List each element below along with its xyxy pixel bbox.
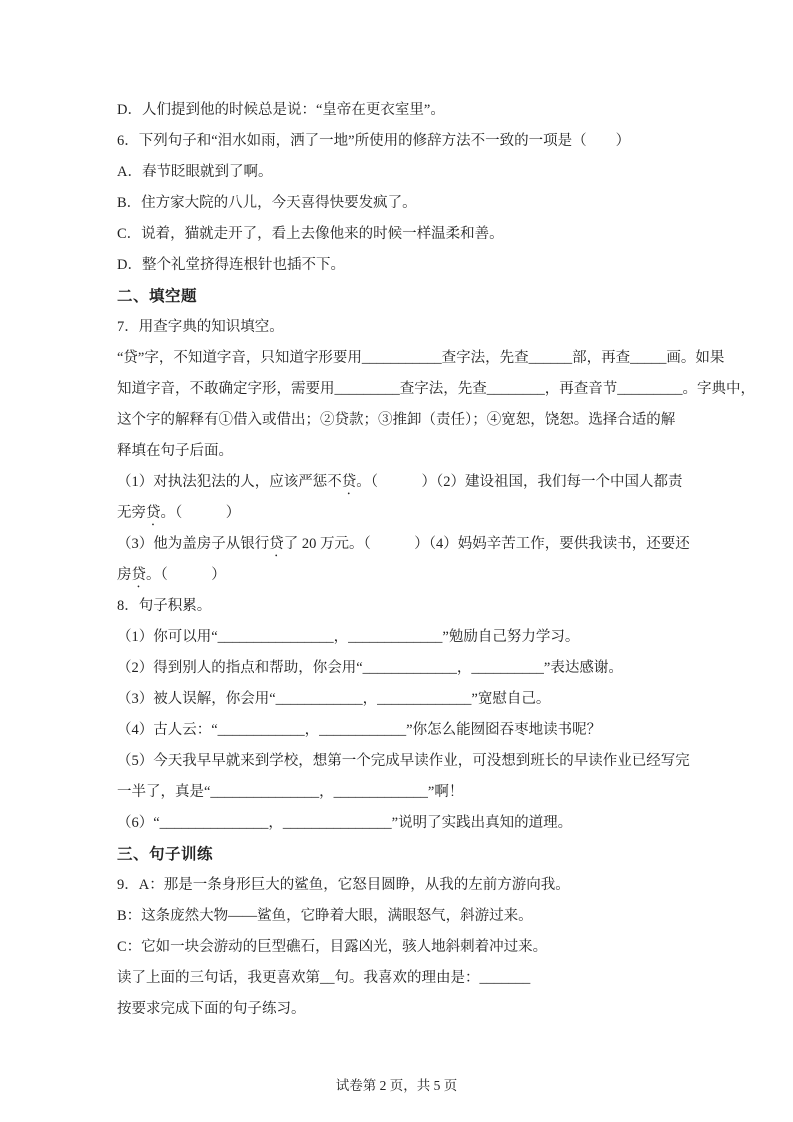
q9-sentence-b: B：这条庞然大物——鲨鱼，它睁着大眼，满眼怒气，斜游过来。 [117,908,533,924]
q8-item-2: （2）得到别人的指点和帮助，你会用“_____________，__________”表达感谢。 [117,660,623,676]
q7-item-2-cont [117,498,697,529]
emphasized-char: 贷 [341,474,357,490]
text-segment: 了 20 万元。（ ）（4）妈妈辛苦工作，要供我读书，还要还 [283,536,690,552]
q6-option-d: D．整个礼堂挤得连根针也插不下。 [117,257,345,273]
q8-item-6: （6）“_______________，_______________”说明了实践出真知的道理。 [117,815,573,831]
q8-item-5-cont: 一半了，真是“_______________，_____________”啊！ [117,784,464,800]
q6-option-c: C．说着，猫就走开了，看上去像他来的时候一样温柔和善。 [117,226,504,242]
q9-choice-line: 读了上面的三句话，我更喜欢第__句。我喜欢的理由是：_______ [117,970,531,986]
q8-stem: 8．句子积累。 [117,598,212,614]
q7-item-1-2 [117,467,697,498]
q7-dictionary-line-2: 知道字音，不敢确定字形，需要用_________查字法，先查________，再查音节_________。字典中， [117,381,755,397]
q8-item-1: （1）你可以用“________________，_____________”勉励自己努力学习。 [117,629,580,645]
q7-stem: 7．用查字典的知识填空。 [117,319,284,335]
exam-content [117,95,755,1025]
text-segment: 。（ ） [160,505,241,521]
q7-definitions-line: 这个字的解释有①借入或借出；②贷款；③推卸（责任）；④宽恕，饶恕。选择合适的解 [117,412,676,428]
q6-option-a: A．春节眨眼就到了啊。 [117,164,273,180]
q7-item-4-cont [117,560,697,591]
q8-item-4: （4）古人云：“____________，____________”你怎么能囫囵吞枣地读书呢？ [117,722,602,738]
text-segment: 。（ ） [146,567,226,583]
q8-item-5: （5）今天我早早就来到学校，想第一个完成早读作业，可没想到班长的早读作业已经写完 [117,753,690,769]
text-segment: 无旁 [117,505,146,521]
q8-item-3: （3）被人误解，你会用“____________，_____________”宽慰自己。 [117,691,551,707]
section-2-heading: 二、填空题 [117,288,198,305]
q9-sentence-c: C：它如一块会游动的巨型礁石，目露凶光，骇人地斜刺着冲过来。 [117,939,548,955]
q6-option-b: B．住方家大院的八儿，今天喜得快要发疯了。 [117,195,417,211]
q7-dictionary-line-1: “贷”字，不知道字音，只知道字形要用___________查字法，先查______部，再查_____画。如果 [117,350,725,366]
text-segment: 房 [117,567,132,583]
section-3-heading: 三、句子训练 [117,846,214,863]
emphasized-char: 贷 [146,505,161,521]
q5-option-d: D．人们提到他的时候总是说：“皇帝在更衣室里”。 [117,102,445,118]
text-segment: （3）他为盖房子从银行 [117,536,270,552]
text-segment: （1）对执法犯法的人，应该严惩不 [117,474,342,490]
emphasized-char: 贷 [269,536,284,552]
emphasized-char: 贷 [131,567,146,583]
q7-item-3-4 [117,529,697,560]
q7-definitions-line-cont: 释填在句子后面。 [117,443,233,459]
q9-sentence-a: 9．A：那是一条身形巨大的鲨鱼，它怒目圆睁，从我的左前方游向我。 [117,877,570,893]
q6-stem: 6．下列句子和“泪水如雨，洒了一地”所使用的修辞方法不一致的一项是（ ） [117,133,631,149]
text-segment: 。（ ）（2）建设祖国，我们每一个中国人都责 [356,474,683,490]
page-footer: 试卷第 2 页，共 5 页 [335,1078,458,1093]
q9-instruction: 按要求完成下面的句子练习。 [117,1001,306,1017]
